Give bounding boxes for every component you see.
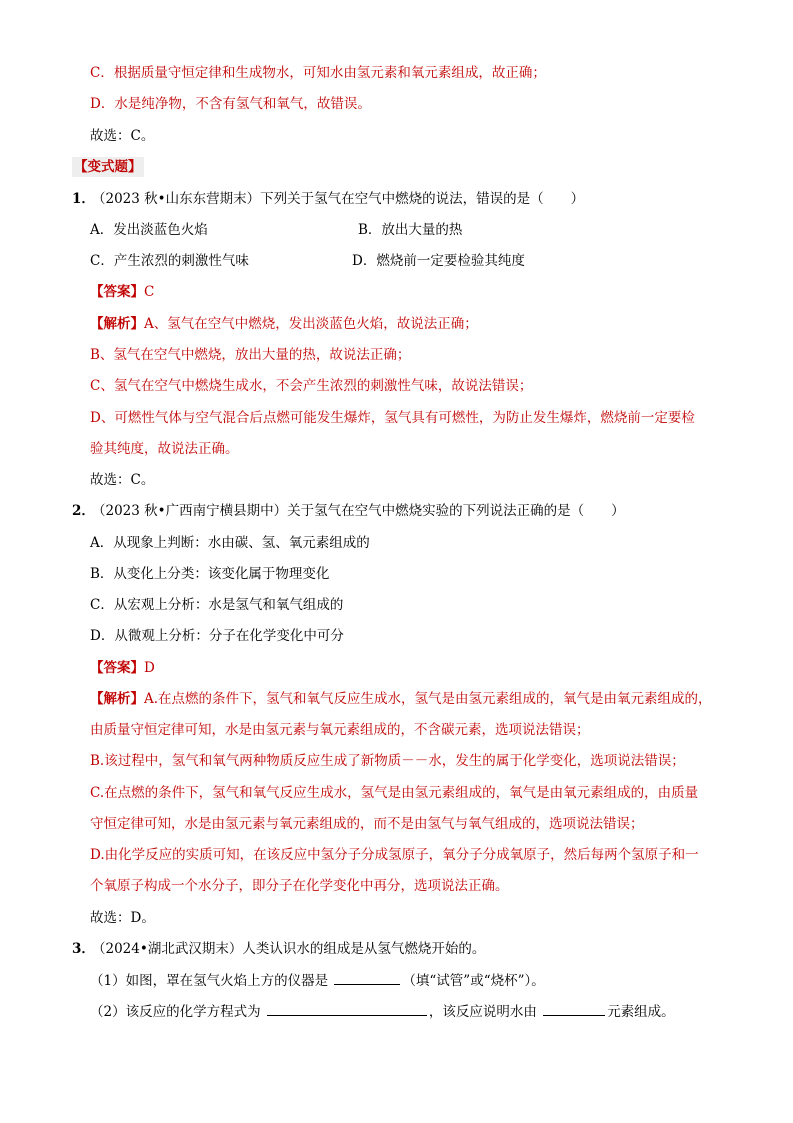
q1-answer-value: C bbox=[144, 284, 155, 300]
q1-answer bbox=[90, 282, 154, 302]
q2-answer-value: D bbox=[144, 660, 155, 676]
q2-stem: （2023 秋•广西南宁横县期中）关于氢气在空气中燃烧实验的下列说法正确的是（ ） bbox=[92, 503, 625, 519]
q3-sub2 bbox=[90, 1001, 675, 1021]
q3-stem: （2024•湖北武汉期末）人类认识水的组成是从氢气燃烧开始的。 bbox=[92, 941, 486, 957]
q1-answer-tag: 【答案】 bbox=[90, 284, 144, 300]
q3-sub2-after: 元素组成。 bbox=[607, 1004, 675, 1020]
q1-choice: 故选：C。 bbox=[90, 472, 155, 488]
q1-stem: （2023 秋•山东东营期末）下列关于氢气在空气中燃烧的说法，错误的是（ ） bbox=[92, 191, 585, 207]
q3-sub2-equation-blank[interactable] bbox=[267, 1001, 427, 1016]
q1-analysis-text-0: A、氢气在空气中燃烧，发出淡蓝色火焰，故说法正确； bbox=[144, 316, 478, 332]
q1-number: 1． bbox=[72, 191, 95, 207]
q3-number: 3． bbox=[72, 941, 95, 957]
q3-sub1-blank[interactable] bbox=[334, 970, 400, 985]
q2-choice: 故选：D。 bbox=[90, 910, 155, 926]
q2-option-b: B．从变化上分类：该变化属于物理变化 bbox=[90, 566, 330, 582]
q1-analysis-text-1: B、氢气在空气中燃烧，放出大量的热，故说法正确； bbox=[90, 347, 411, 363]
q1-option-c: C．产生浓烈的刺激性气味 bbox=[90, 253, 249, 269]
q2-analysis-text-5: D.由化学反应的实质可知，在该反应中氢分子分成氢原子，氧分子分成氧原子，然后每两个氢原子和一 bbox=[90, 847, 699, 863]
q1-option-d: D．燃烧前一定要检验其纯度 bbox=[352, 253, 525, 269]
q3-sub2-element-blank[interactable] bbox=[543, 1001, 605, 1016]
q2-option-d: D．从微观上分析：分子在化学变化中可分 bbox=[90, 628, 344, 644]
q3-sub2-middle: ，该反应说明水由 bbox=[428, 1004, 537, 1020]
prev-analysis-line-c: C．根据质量守恒定律和生成物水，可知水由氢元素和氧元素组成，故正确； bbox=[90, 65, 546, 81]
q2-analysis-text-1: 由质量守恒定律可知，水是由氢元素与氧元素组成的，不含碳元素，选项说法错误； bbox=[90, 722, 590, 738]
q1-analysis-text-4: 验其纯度，故说法正确。 bbox=[90, 441, 239, 457]
variant-tag bbox=[72, 157, 144, 177]
q1-analysis-text-2: C、氢气在空气中燃烧生成水，不会产生浓烈的刺激性气味，故说法错误； bbox=[90, 378, 533, 394]
q1-analysis-line bbox=[90, 314, 478, 334]
q1-option-b: B．放出大量的热 bbox=[358, 222, 463, 238]
q1-analysis-text-3: D、可燃性气体与空气混合后点燃可能发生爆炸，氢气具有可燃性，为防止发生爆炸，燃烧前一定要检 bbox=[90, 410, 695, 426]
q2-answer bbox=[90, 658, 155, 678]
q3-sub1 bbox=[90, 970, 545, 990]
variant-tag-label: 【变式题】 bbox=[74, 159, 142, 175]
q1-analysis-tag: 【解析】 bbox=[90, 316, 144, 332]
q1-option-a: A．发出淡蓝色火焰 bbox=[90, 222, 208, 238]
q2-analysis-text-2: B.该过程中，氢气和氧气两种物质反应生成了新物质－－水，发生的属于化学变化，选项说法错误； bbox=[90, 753, 685, 769]
q2-option-a: A．从现象上判断：水由碳、氢、氧元素组成的 bbox=[90, 535, 370, 551]
q2-analysis-text-3: C.在点燃的条件下，氢气和氧气反应生成水，氢气是由氢元素组成的，氧气是由氧元素组成的，由质量 bbox=[90, 785, 699, 801]
q3-sub1-before: （1）如图，罩在氢气火焰上方的仪器是 bbox=[90, 973, 329, 989]
prev-choice: 故选：C。 bbox=[90, 128, 155, 144]
q2-analysis-tag: 【解析】 bbox=[90, 691, 144, 707]
q2-answer-tag: 【答案】 bbox=[90, 660, 144, 676]
q2-analysis-text-4: 守恒定律可知，水是由氢元素与氧元素组成的，而不是由氢气与氧气组成的，选项说法错误； bbox=[90, 816, 644, 832]
q2-analysis-line bbox=[90, 689, 712, 709]
q3-sub1-after: （填“试管”或“烧杯”）。 bbox=[402, 973, 545, 989]
prev-analysis-line-d: D．水是纯净物，不含有氢气和氧气，故错误。 bbox=[90, 96, 371, 112]
q2-number: 2． bbox=[72, 503, 95, 519]
q3-sub2-before: （2）该反应的化学方程式为 bbox=[90, 1004, 261, 1020]
q2-analysis-text-0: A.在点燃的条件下，氢气和氧气反应生成水，氢气是由氢元素组成的，氧气是由氧元素组成的， bbox=[144, 691, 712, 707]
q2-option-c: C．从宏观上分析：水是氢气和氧气组成的 bbox=[90, 597, 344, 613]
q2-analysis-text-6: 个氧原子构成一个水分子，即分子在化学变化中再分，选项说法正确。 bbox=[90, 878, 509, 894]
